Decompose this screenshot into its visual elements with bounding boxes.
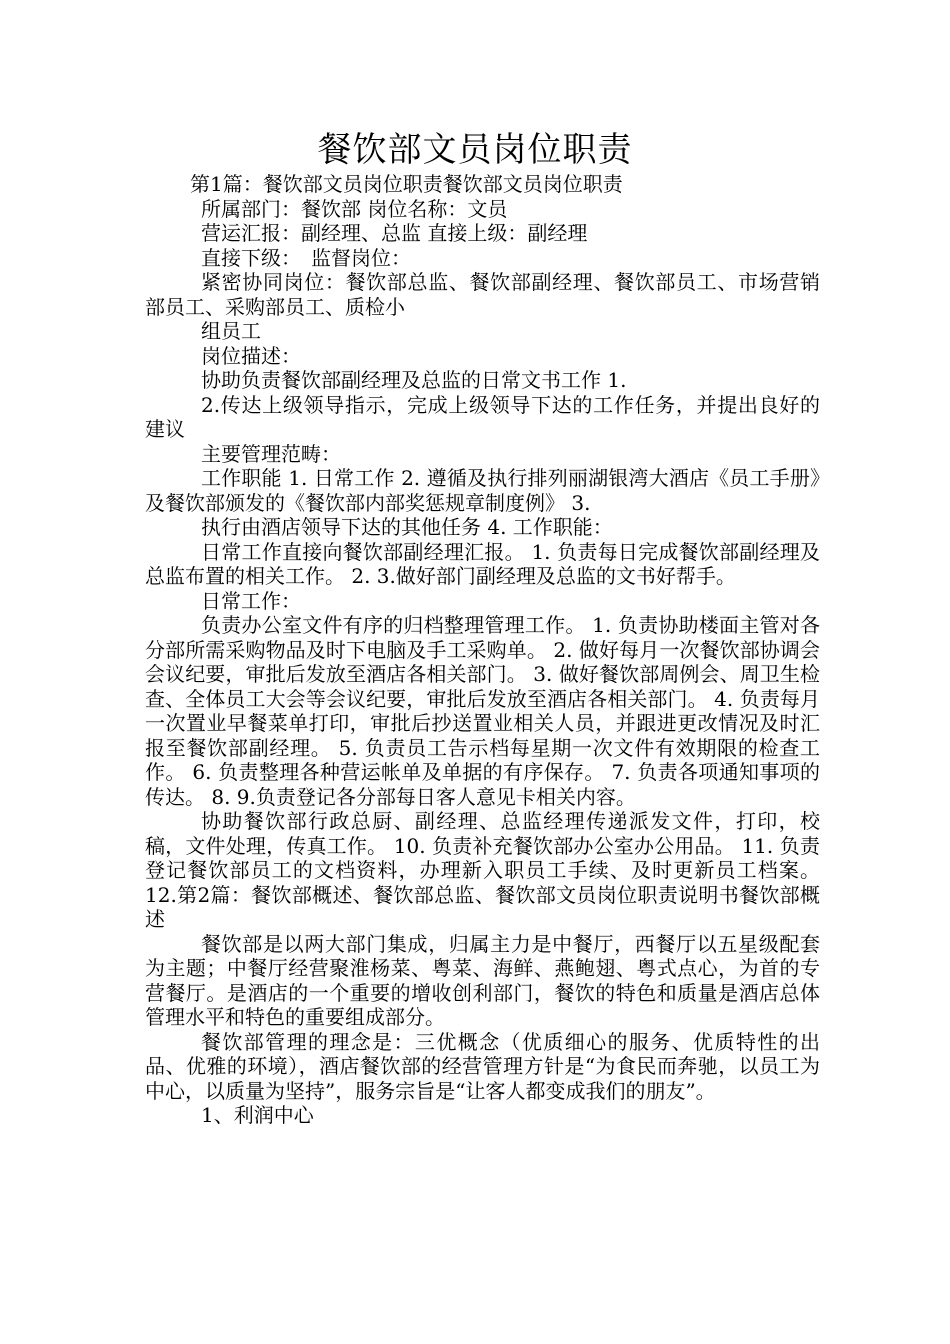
paragraph: 1、利润中心 xyxy=(201,1103,314,1127)
paragraph: 直接下级： 监督岗位： xyxy=(201,245,411,270)
paragraph: 2.传达上级领导指示，完成上级领导下达的工作任务，并提出良好的建议 xyxy=(145,392,820,441)
document-title: 餐饮部文员岗位职责 xyxy=(317,130,633,170)
paragraph: 工作职能 1. 日常工作 2. 遵循及执行排列丽湖银湾大酒店《员工手册》及餐饮部颁发的《餐饮部内部奖惩规章制度例》 3. xyxy=(145,466,820,515)
paragraph: 执行由酒店领导下达的其他任务 4. 工作职能： xyxy=(201,515,613,539)
paragraph: 餐饮部是以两大部门集成，归属主力是中餐厅，西餐厅以五星级配套为主题；中餐厅经营聚淮杨菜、粤菜、海鲜、燕鲍翅、粤式点心，为首的专营餐厅。是酒店的一个重要的增收创利部门，餐饮的特色和质量是酒店总体管理水平和特色的重要组成部分。 xyxy=(145,931,820,1029)
paragraph: 负责办公室文件有序的归档整理管理工作。 1. 负责协助楼面主管对各分部所需采购物品及时下电脑及手工采购单。 2. 做好每月一次餐饮部协调会会议纪要，审批后发放至酒店各相关部门。 3. 做好餐饮部周例会、周卫生检查、全体员工大会等会议纪要，审批后发放至酒店各相关部门。 4. 负责每月一次置业早餐菜单打印，审批后抄送置业相关人员，并跟进更改情况及时汇报至餐饮部副经理。 5. 负责员工告示档每星期一次文件有效期限的检查工作。 6. 负责整理各种营运帐单及单据的有序保存。 7. 负责各项通知事项的传达。 8. 9.负责登记各分部每日客人意见卡相关内容。 xyxy=(145,613,820,809)
paragraph: 日常工作： xyxy=(201,588,301,613)
paragraph: 岗位描述： xyxy=(201,343,301,368)
paragraph: 营运汇报：副经理、总监 直接上级：副经理 xyxy=(201,221,588,245)
paragraph: 组员工 xyxy=(201,319,261,343)
paragraph: 日常工作直接向餐饮部副经理汇报。 1. 负责每日完成餐饮部副经理及总监布置的相关工作。 2. 3.做好部门副经理及总监的文书好帮手。 xyxy=(145,539,820,588)
section-heading: 第1篇：餐饮部文员岗位职责餐饮部文员岗位职责 xyxy=(190,172,623,196)
paragraph: 餐饮部管理的理念是：三优概念（优质细心的服务、优质特性的出品、优雅的环境），酒店餐饮部的经营管理方针是“为食民而奔驰，以员工为中心，以质量为坚持”，服务宗旨是“让客人都变成我们的朋友”。 xyxy=(145,1029,820,1103)
paragraph: 紧密协同岗位：餐饮部总监、餐饮部副经理、餐饮部员工、市场营销部员工、采购部员工、质检小 xyxy=(145,270,820,319)
paragraph: 所属部门：餐饮部 岗位名称：文员 xyxy=(201,196,508,221)
paragraph: 协助负责餐饮部副经理及总监的日常文书工作 1. xyxy=(201,368,627,392)
document-body xyxy=(145,172,820,1128)
paragraph: 协助餐饮部行政总厨、副经理、总监经理传递派发文件，打印，校稿，文件处理，传真工作。 10. 负责补充餐饮部办公室办公用品。 11. 负责登记餐饮部员工的文档资料，办理新入职员工手续、及时更新员工档案。 12.第2篇：餐饮部概述、餐饮部总监、餐饮部文员岗位职责说明书餐饮部概述 xyxy=(145,809,820,931)
paragraph: 主要管理范畴： xyxy=(201,441,341,466)
